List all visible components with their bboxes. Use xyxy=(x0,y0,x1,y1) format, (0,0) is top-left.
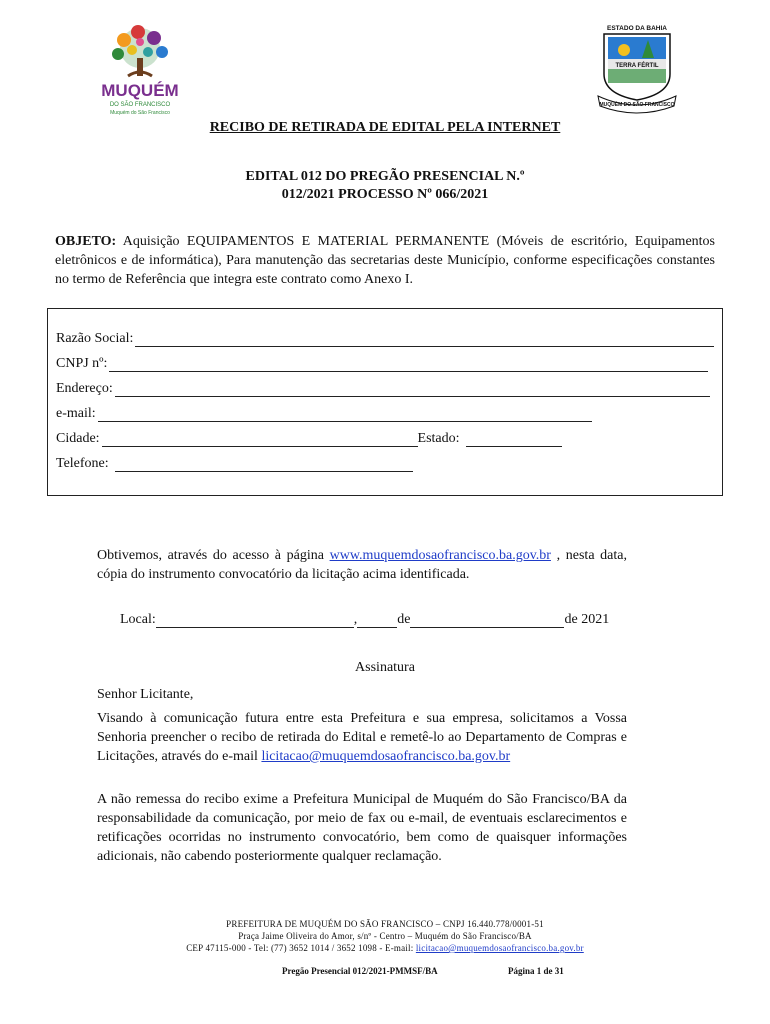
footer-contact: CEP 47115-000 - Tel: (77) 3652 1014 / 3652 1098 - E-mail: xyxy=(186,943,416,953)
page-number: Página 1 de 31 xyxy=(508,966,564,976)
local-date-line xyxy=(120,612,609,628)
logo-subtitle: DO SÃO FRANCISCO xyxy=(109,102,171,108)
cidade-row xyxy=(56,427,714,447)
footer-email-link[interactable]: licitacao@muquemdosaofrancisco.ba.gov.br xyxy=(415,943,584,953)
tree-logo-icon xyxy=(80,22,200,120)
bidder-info-form xyxy=(47,308,723,496)
email-field[interactable] xyxy=(98,407,592,422)
pregao-reference: Pregão Presencial 012/2021-PMMSF/BA xyxy=(282,966,438,976)
estado-field[interactable] xyxy=(466,432,562,447)
edital-heading-line2: 012/2021 PROCESSO Nº 066/2021 xyxy=(281,187,489,202)
footer-line2: Praça Jaime Oliveira do Amor, s/nº - Centro – Muquém do São Francisco/BA xyxy=(238,931,532,941)
signature-label: Assinatura xyxy=(355,660,415,675)
email-link[interactable]: licitacao@muquemdosaofrancisco.ba.gov.br xyxy=(261,749,511,764)
telefone-label: Telefone: xyxy=(56,456,109,471)
remessa-paragraph: A não remessa do recibo exime a Prefeitura Municipal de Muquém do São Francisco/BA da responsabilidade da comunicação, por meio de fax ou e-mail, de eventuais esclarecimentos e retificações ocorridas no instrumento convocatório, bem como de quaisquer informações adicionais, não cabendo posteriormente qualquer reclamação. xyxy=(97,792,627,864)
muquem-logo xyxy=(80,22,200,120)
municipal-seal xyxy=(594,22,680,114)
document-title: RECIBO DE RETIRADA DE EDITAL PELA INTERNET xyxy=(209,120,561,135)
website-link[interactable]: www.muquemdosaofrancisco.ba.gov.br xyxy=(329,548,551,563)
edital-heading xyxy=(0,168,770,204)
cnpj-row xyxy=(56,352,714,372)
endereco-label: Endereço: xyxy=(56,381,113,396)
telefone-row xyxy=(56,452,714,472)
obtivemos-text-end: , nesta data, cópia do instrumento convocatório da licitação acima identificada. xyxy=(97,548,627,582)
local-de1: de xyxy=(397,612,411,627)
footer-address xyxy=(0,918,770,954)
edital-heading-line1: EDITAL 012 DO PREGÃO PRESENCIAL N.º xyxy=(245,169,525,184)
objeto-label: OBJETO: xyxy=(55,234,117,249)
email-row xyxy=(56,402,714,422)
visando-paragraph xyxy=(97,709,627,766)
seal-band-text: TERRA FÉRTIL xyxy=(615,63,659,69)
obtivemos-paragraph xyxy=(97,546,627,584)
cidade-label: Cidade: xyxy=(56,431,100,446)
senhor-licitante: Senhor Licitante, xyxy=(97,687,194,702)
local-field[interactable] xyxy=(156,613,354,628)
visando-text: Visando à comunicação futura entre esta Prefeitura e sua empresa, solicitamos a Vossa Senhoria preencher o recibo de retirada do Edital e remetê-lo ao Departamento de Compras e Licitações, através do e-mail xyxy=(97,711,627,764)
endereco-field[interactable] xyxy=(115,382,710,397)
endereco-row xyxy=(56,377,714,397)
seal-ribbon-text: MUQUÉM DO SÃO FRANCISCO xyxy=(599,102,675,108)
logo-name: MUQUÉM xyxy=(101,81,179,100)
local-comma: , xyxy=(353,612,358,627)
telefone-field[interactable] xyxy=(115,457,413,472)
local-de2: de 2021 xyxy=(564,612,610,627)
month-field[interactable] xyxy=(410,613,564,628)
cnpj-field[interactable] xyxy=(109,357,708,372)
razao-social-field[interactable] xyxy=(135,332,714,347)
footer-line3 xyxy=(0,942,770,954)
cnpj-label: CNPJ nº: xyxy=(56,356,108,371)
objeto-text: Aquisição EQUIPAMENTOS E MATERIAL PERMANENTE (Móveis de escritório, Equipamentos eletrônicos e de informática), Para manutenção das secretarias deste Município, conforme especificações constantes no termo de Referência que integra este contrato como Anexo I. xyxy=(55,234,715,287)
obtivemos-text: Obtivemos, através do acesso à página xyxy=(97,548,330,563)
logo-tagline: Muquém do São Francisco xyxy=(110,110,170,116)
local-label: Local: xyxy=(120,612,156,627)
razao-social-row xyxy=(56,327,714,347)
email-label: e-mail: xyxy=(56,406,96,421)
footer-line1: PREFEITURA DE MUQUÉM DO SÃO FRANCISCO – CNPJ 16.440.778/0001-51 xyxy=(226,919,544,929)
objeto-paragraph xyxy=(55,232,715,289)
day-field[interactable] xyxy=(357,613,397,628)
seal-top-text: ESTADO DA BAHIA xyxy=(607,25,667,32)
razao-social-label: Razão Social: xyxy=(56,331,134,346)
coat-of-arms-icon xyxy=(594,22,680,114)
cidade-field[interactable] xyxy=(102,432,418,447)
estado-label: Estado: xyxy=(417,431,460,446)
